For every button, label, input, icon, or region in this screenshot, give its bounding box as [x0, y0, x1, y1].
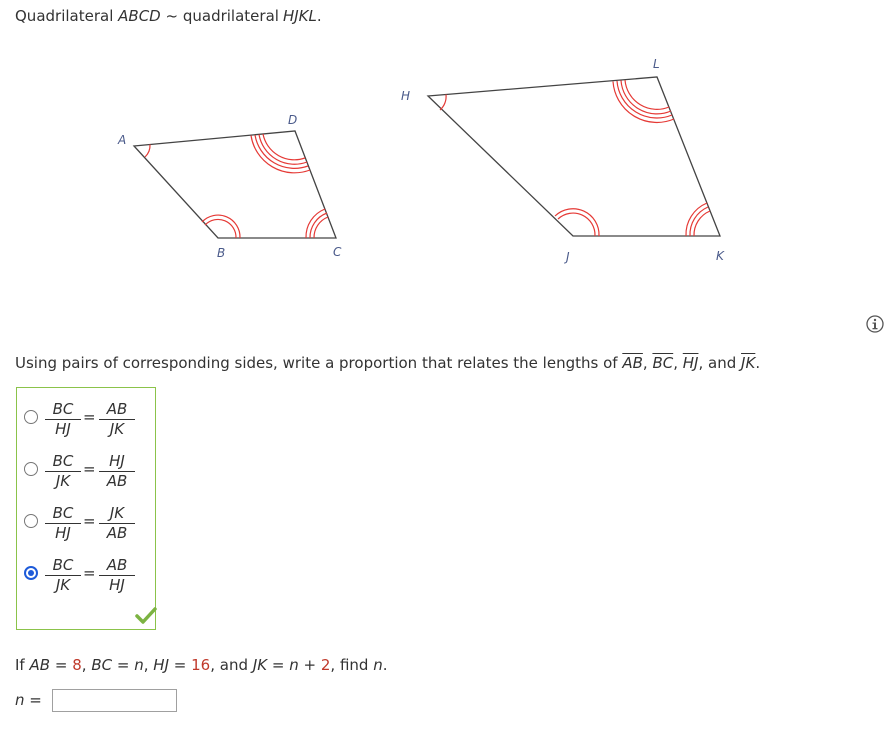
comma: ,	[210, 656, 216, 674]
bc-value: n	[134, 656, 144, 674]
radio-button[interactable]	[24, 410, 38, 424]
radio-button-selected[interactable]	[24, 566, 38, 580]
fraction-numerator: BC	[52, 504, 74, 522]
answer-input[interactable]	[52, 689, 177, 712]
answer-choices	[16, 387, 156, 630]
equals-sign: =	[116, 656, 130, 674]
vertex-label-j: J	[566, 250, 570, 264]
angle-k-arcs	[686, 203, 710, 236]
question-prompt	[15, 354, 760, 372]
given-hj: HJ	[153, 656, 169, 674]
choice-option-2[interactable]	[17, 444, 157, 496]
angle-l-arcs	[613, 80, 674, 122]
choice-option-4[interactable]	[17, 548, 157, 600]
segment-hj: $\overline{HJ}$	[682, 354, 699, 372]
similar-symbol: ~	[165, 7, 179, 25]
fraction-denominator: HJ	[99, 575, 135, 595]
given-bc: BC	[91, 656, 113, 674]
right-fraction	[99, 400, 135, 439]
segment-jk: $\overline{JK}$	[741, 354, 756, 372]
vertex-label-c: C	[333, 245, 342, 259]
comma: ,	[143, 656, 149, 674]
vertex-label-l: L	[653, 57, 660, 71]
answer-variable: n	[15, 691, 25, 709]
choice-option-3[interactable]	[17, 496, 157, 548]
answer-label	[15, 691, 42, 709]
equals-sign: =	[29, 691, 42, 709]
angle-d-arcs	[251, 134, 310, 173]
intro-period: .	[316, 7, 322, 25]
angle-a-arc	[145, 145, 150, 158]
prompt-sep: ,	[642, 354, 648, 372]
vertex-label-h: H	[401, 89, 411, 103]
info-icon[interactable]	[866, 315, 884, 333]
fraction-denominator: JK	[99, 419, 135, 439]
comma: ,	[330, 656, 336, 674]
quadrilateral-hjkl	[428, 77, 720, 236]
find-variable: n	[373, 656, 383, 674]
right-fraction	[99, 556, 135, 595]
fraction-denominator: AB	[99, 471, 135, 491]
equals-sign: =	[83, 564, 96, 582]
quad-hjkl-name: HJKL	[282, 7, 317, 25]
equals-sign: =	[54, 656, 68, 674]
fraction-numerator: BC	[52, 452, 74, 470]
angle-j-arcs	[555, 209, 599, 236]
comma: ,	[81, 656, 87, 674]
quadrilaterals-figure	[0, 40, 888, 280]
segment-ab: $\overline{AB}$	[622, 354, 643, 372]
given-if: If	[15, 656, 25, 674]
right-fraction	[99, 452, 135, 491]
fraction-numerator: BC	[52, 400, 74, 418]
left-fraction	[45, 556, 81, 595]
left-fraction	[45, 452, 81, 491]
vertex-label-b: B	[217, 246, 226, 260]
fraction-numerator: JK	[109, 504, 125, 522]
fraction-numerator: HJ	[109, 452, 125, 470]
vertex-label-a: A	[118, 133, 127, 147]
fraction-numerator: AB	[106, 400, 128, 418]
vertex-label-k: K	[716, 249, 724, 263]
ab-value: 8	[72, 656, 82, 674]
prompt-period: .	[755, 354, 761, 372]
equals-sign: =	[271, 656, 285, 674]
given-find: find	[339, 656, 369, 674]
angle-c-arcs	[306, 209, 328, 238]
radio-button[interactable]	[24, 462, 38, 476]
choice-option-1[interactable]	[17, 392, 157, 444]
problem-intro	[15, 7, 322, 25]
prompt-text: Using pairs of corresponding sides, write a proportion that relates the lengths of	[15, 354, 618, 372]
period: .	[382, 656, 388, 674]
fraction-numerator: BC	[52, 556, 74, 574]
hj-value: 16	[191, 656, 211, 674]
prompt-and: and	[708, 354, 737, 372]
fraction-denominator: HJ	[45, 523, 81, 543]
equals-sign: =	[83, 460, 96, 478]
equals-sign: =	[83, 512, 96, 530]
given-values: If AB = 8, BC = n, HJ = 16, and JK = n + 2, find n.	[15, 656, 388, 674]
given-jk: JK	[252, 656, 268, 674]
fraction-denominator: HJ	[45, 419, 81, 439]
checkmark-icon	[135, 606, 157, 624]
prompt-sep: ,	[673, 354, 678, 372]
left-fraction	[45, 504, 81, 543]
intro-label-1: Quadrilateral	[15, 7, 114, 25]
equals-sign: =	[173, 656, 187, 674]
segment-bc: $\overline{BC}$	[652, 354, 674, 372]
fraction-numerator: AB	[106, 556, 128, 574]
quad-abcd-name: ABCD	[118, 7, 161, 25]
quadrilateral-abcd	[134, 131, 336, 238]
intro-label-2: quadrilateral	[182, 7, 279, 25]
vertex-label-d: D	[288, 113, 298, 127]
fraction-denominator: AB	[99, 523, 135, 543]
prompt-sep: ,	[698, 354, 704, 372]
equals-sign: =	[83, 408, 96, 426]
fraction-denominator: JK	[45, 471, 81, 491]
left-fraction	[45, 400, 81, 439]
given-and: and	[219, 656, 249, 674]
radio-button[interactable]	[24, 514, 38, 528]
fraction-denominator: JK	[45, 575, 81, 595]
right-fraction	[99, 504, 135, 543]
given-ab: AB	[29, 656, 51, 674]
